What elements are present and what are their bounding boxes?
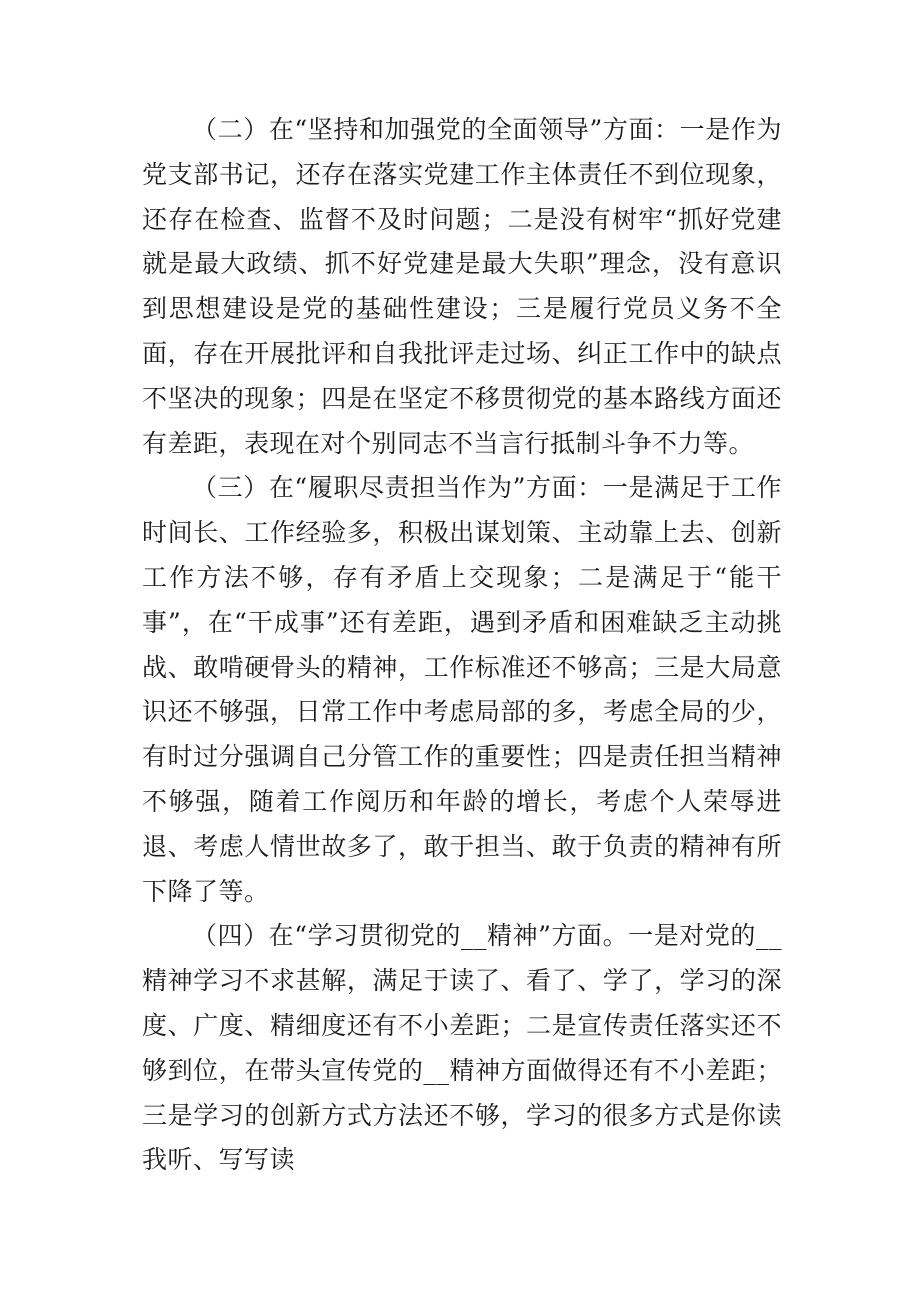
paragraph-4-study: （四）在“学习贯彻党的__精神”方面。一是对党的__精神学习不求甚解，满足于读了、看了、学了，学习的深度、广度、精细度还有不小差距；二是宣传责任落实还不够到位，在带头宣传党的__精神方面做得还有不小差距；三是学习的创新方式方法还不够，学习的很多方式是你读我听、写写读 bbox=[142, 921, 782, 1175]
document-body bbox=[142, 108, 782, 1183]
paragraph-2-leadership: （二）在“坚持和加强党的全面领导”方面：一是作为党支部书记，还存在落实党建工作主体责任不到位现象，还存在检查、监督不及时问题；二是没有树牢“抓好党建就是最大政绩、抓不好党建是最大失职”理念，没有意识到思想建设是党的基础性建设；三是履行党员义务不全面，存在开展批评和自我批评走过场、纠正工作中的缺点不坚决的现象；四是在坚定不移贯彻党的基本路线方面还有差距，表现在对个别同志不当言行抵制斗争不力等。 bbox=[142, 115, 782, 458]
paragraph-3-duty: （三）在“履职尽责担当作为”方面：一是满足于工作时间长、工作经验多，积极出谋划策、主动靠上去、创新工作方法不够，存有矛盾上交现象；二是满足于“能干事”，在“干成事”还有差距，遇到矛盾和困难缺乏主动挑战、敢啃硬骨头的精神，工作标准还不够高；三是大局意识还不够强，日常工作中考虑局部的多，考虑全局的少，有时过分强调自己分管工作的重要性；四是责任担当精神不够强，随着工作阅历和年龄的增长，考虑个人荣辱进退、考虑人情世故多了，敢于担当、敢于负责的精神有所下降了等。 bbox=[142, 473, 782, 906]
